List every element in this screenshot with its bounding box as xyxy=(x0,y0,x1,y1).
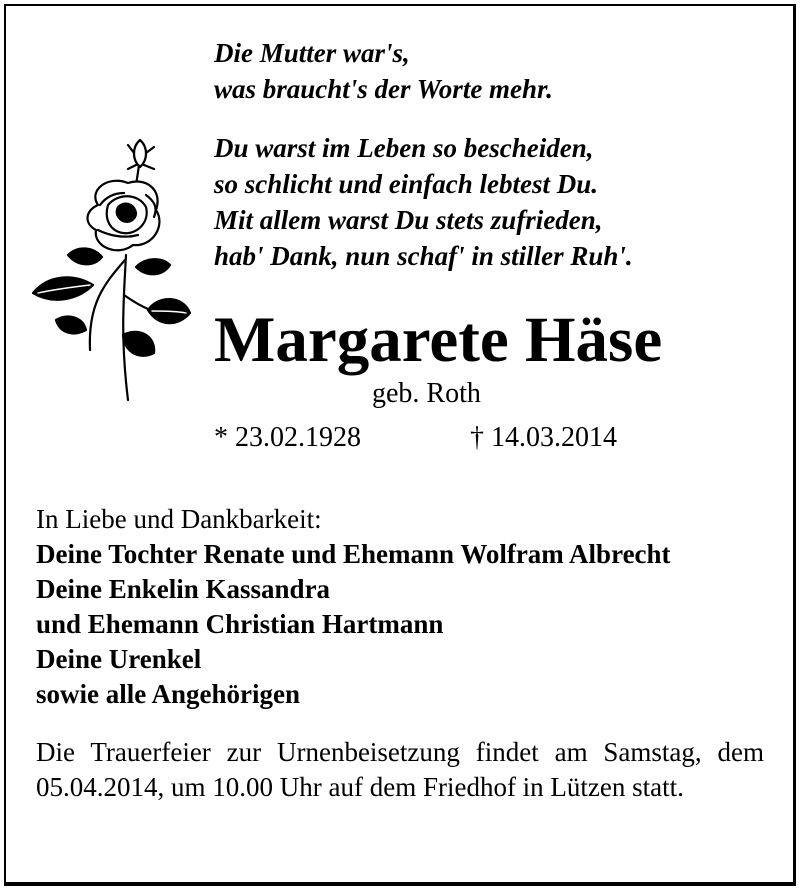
mourner-line: und Ehemann Christian Hartmann xyxy=(36,609,444,639)
death-date: † 14.03.2014 xyxy=(470,422,617,453)
mourner-line: Deine Enkelin Kassandra xyxy=(36,574,331,604)
poem-stanza-1 xyxy=(214,35,774,107)
poem-stanza-2 xyxy=(214,130,774,274)
poem-line: Die Mutter war's, xyxy=(214,38,410,68)
deceased-name: Margarete Häse xyxy=(214,304,663,376)
mourner-line: Deine Urenkel xyxy=(36,644,202,674)
poem-line: Mit allem warst Du stets zufrieden, xyxy=(214,205,603,235)
birth-name: geb. Roth xyxy=(372,378,481,409)
poem-line: hab' Dank, nun schaf' in stiller Ruh'. xyxy=(214,241,633,271)
mourners-list xyxy=(36,502,776,712)
service-notice: Die Trauerfeier zur Urnenbeisetzung findet am Samstag, dem 05.04.2014, um 10.00 Uhr auf dem Friedhof in Lützen statt. xyxy=(36,737,764,802)
rose-icon xyxy=(28,135,193,405)
mourners-intro: In Liebe und Dankbarkeit: xyxy=(36,504,322,534)
poem-line: Du warst im Leben so bescheiden, xyxy=(214,133,594,163)
poem-line: so schlicht und einfach lebtest Du. xyxy=(214,169,599,199)
poem-line: was braucht's der Worte mehr. xyxy=(214,74,553,104)
birth-date: * 23.02.1928 xyxy=(214,422,361,453)
mourner-line: sowie alle Angehörigen xyxy=(36,679,300,709)
mourner-line: Deine Tochter Renate und Ehemann Wolfram Albrecht xyxy=(36,539,671,569)
